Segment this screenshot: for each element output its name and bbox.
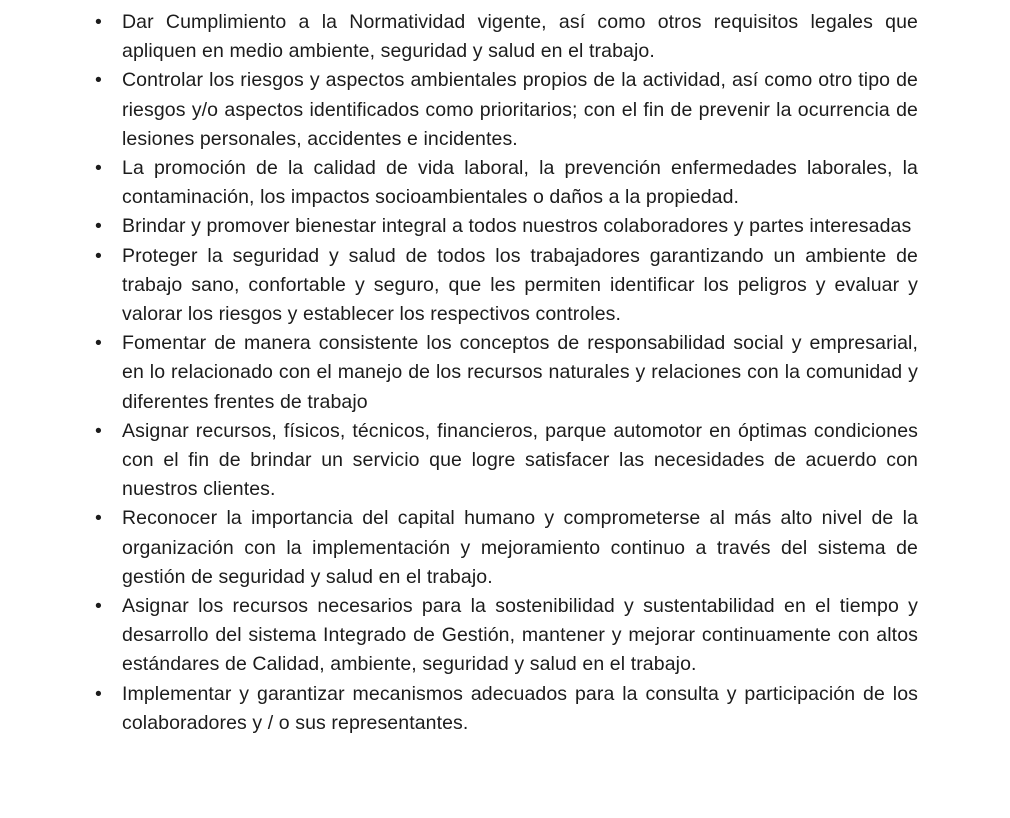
list-item	[95, 242, 918, 330]
bullet-marker: •	[95, 595, 102, 618]
bullet-marker: •	[95, 682, 102, 705]
list-item-text: La promoción de la calidad de vida laboral, la prevención enfermedades laborales, la contaminación, los impactos socioambientales o daños a la propiedad.	[122, 157, 918, 209]
bullet-marker: •	[95, 419, 102, 442]
list-item-text: Controlar los riesgos y aspectos ambientales propios de la actividad, así como otro tipo de riesgos y/o aspectos identificados como prioritarios; con el fin de prevenir la ocurrencia de lesiones personales, accidentes e incidentes.	[122, 69, 918, 150]
list-item-text: Asignar los recursos necesarios para la sostenibilidad y sustentabilidad en el tiempo y desarrollo del sistema Integrado de Gestión, mantener y mejorar continuamente con altos estándares de Calidad, ambiente, seguridad y salud en el trabajo.	[122, 595, 918, 676]
list-item-text: Fomentar de manera consistente los conceptos de responsabilidad social y empresarial, en lo relacionado con el manejo de los recursos naturales y relaciones con la comunidad y diferentes frentes de trabajo	[122, 332, 918, 413]
bullet-marker: •	[95, 332, 102, 355]
list-item	[95, 8, 918, 66]
list-item	[95, 504, 918, 592]
bullet-marker: •	[95, 244, 102, 267]
bullet-marker: •	[95, 157, 102, 180]
bullet-marker: •	[95, 215, 102, 238]
list-item-text: Dar Cumplimiento a la Normatividad vigente, así como otros requisitos legales que apliquen en medio ambiente, seguridad y salud en el trabajo.	[122, 11, 918, 63]
list-item-text: Reconocer la importancia del capital humano y comprometerse al más alto nivel de la organización con la implementación y mejoramiento continuo a través del sistema de gestión de seguridad y salud en el trabajo.	[122, 507, 918, 588]
bullet-marker: •	[95, 11, 102, 33]
list-item	[95, 212, 918, 241]
list-item	[95, 680, 918, 738]
list-item	[95, 592, 918, 680]
list-item-text: Asignar recursos, físicos, técnicos, financieros, parque automotor en óptimas condiciones con el fin de brindar un servicio que logre satisfacer las necesidades de acuerdo con nuestros clientes.	[122, 419, 918, 501]
list-item	[95, 329, 918, 417]
list-item-text: Brindar y promover bienestar integral a todos nuestros colaboradores y partes interesadas	[122, 215, 912, 238]
bullet-list	[95, 8, 918, 738]
list-item	[95, 154, 918, 212]
list-item	[95, 417, 918, 505]
list-item	[95, 66, 918, 154]
bullet-marker: •	[95, 69, 102, 92]
bullet-marker: •	[95, 507, 102, 530]
list-item-text: Proteger la seguridad y salud de todos los trabajadores garantizando un ambiente de trabajo sano, confortable y seguro, que les permiten identificar los peligros y evaluar y valorar los riesgos y establecer los respectivos controles.	[122, 244, 918, 326]
list-item-text: Implementar y garantizar mecanismos adecuados para la consulta y participación de los colaboradores y / o sus representantes.	[122, 682, 918, 734]
